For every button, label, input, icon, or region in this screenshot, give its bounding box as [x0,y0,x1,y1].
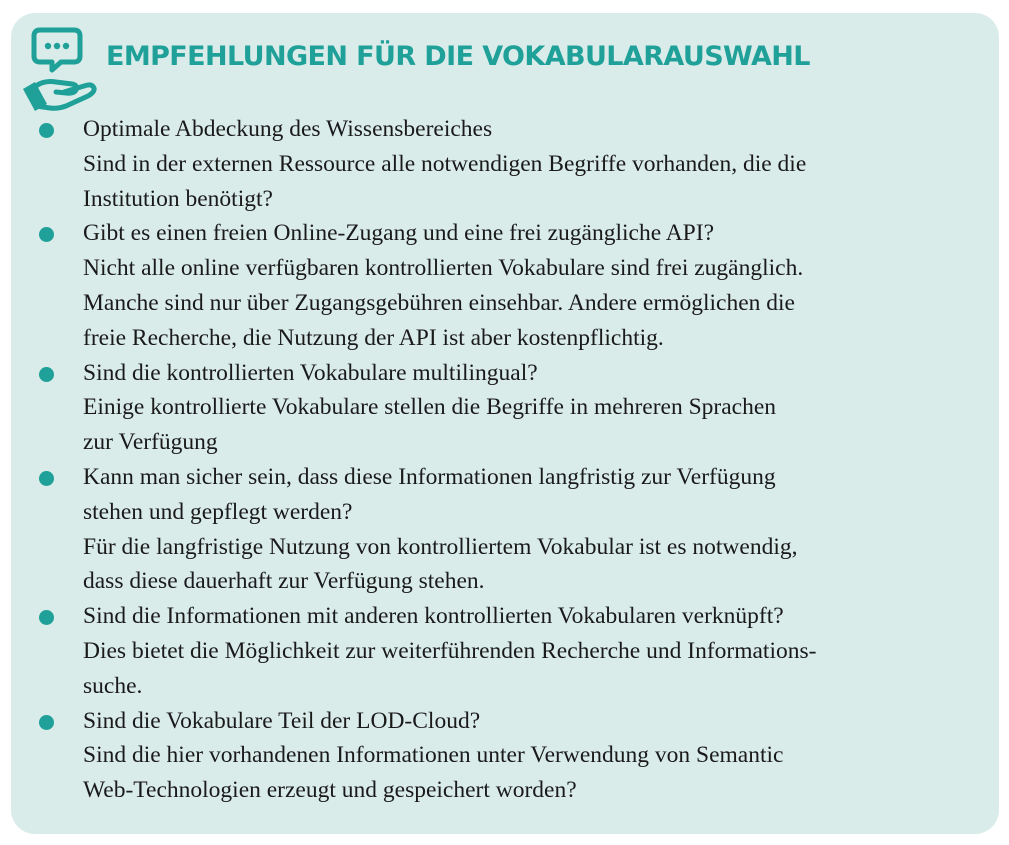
list-item [0,704,1009,808]
list-item [0,599,1009,703]
bullet-icon [39,471,54,486]
item-question: Sind die kontrollierten Vokabulare multilingual? [83,359,538,386]
item-explanation-line: Für die langfristige Nutzung von kontrolliertem Vokabular ist es notwendig, [83,533,798,560]
list-item [0,216,1009,355]
item-explanation-line: Sind in der externen Ressource alle notwendigen Begriffe vorhanden, die die [83,150,807,177]
item-question: Kann man sicher sein, dass diese Informationen langfristig zur Verfügung [83,463,776,490]
item-explanation-line: stehen und gepflegt werden? [83,498,353,525]
item-question: Gibt es einen freien Online-Zugang und eine frei zugängliche API? [83,220,715,247]
item-explanation-line: Einige kontrollierte Vokabulare stellen die Begriffe in mehreren Sprachen [83,394,777,421]
hand-with-speech-bubble-icon [14,16,100,112]
item-explanation-line: Institution benötigt? [83,185,273,212]
item-question: Sind die Vokabulare Teil der LOD-Cloud? [83,707,481,734]
bullet-icon [39,610,54,625]
bullet-icon [39,715,54,730]
bullet-icon [39,123,54,138]
item-explanation-line: dass diese dauerhaft zur Verfügung stehen. [83,568,485,595]
list-item [0,356,1009,460]
item-explanation-line: Dies bietet die Möglichkeit zur weiterführenden Recherche und Informations- [83,637,817,664]
item-explanation-line: Nicht alle online verfügbaren kontrollierten Vokabulare sind frei zugänglich. [83,255,804,282]
item-explanation-line: zur Verfügung [83,429,218,456]
bullet-icon [39,367,54,382]
item-explanation-line: freie Recherche, die Nutzung der API ist aber kostenpflichtig. [83,324,664,351]
item-explanation-line: suche. [83,672,143,699]
list-item [0,112,1009,216]
recommendation-list [0,112,1009,808]
bullet-icon [39,227,54,242]
item-question: Optimale Abdeckung des Wissensbereiches [83,116,493,142]
list-item [0,460,1009,599]
item-explanation-line: Manche sind nur über Zugangsgebühren einsehbar. Andere ermöglichen die [83,289,795,316]
box-title: EMPFEHLUNGEN FÜR DIE VOKABULARAUSWAHL [106,41,810,72]
item-explanation-line: Sind die hier vorhandenen Informationen unter Verwendung von Semantic [83,742,784,769]
item-explanation-line: Web-Technologien erzeugt und gespeichert worden? [83,777,577,804]
item-question: Sind die Informationen mit anderen kontrollierten Vokabularen verknüpft? [83,603,784,630]
